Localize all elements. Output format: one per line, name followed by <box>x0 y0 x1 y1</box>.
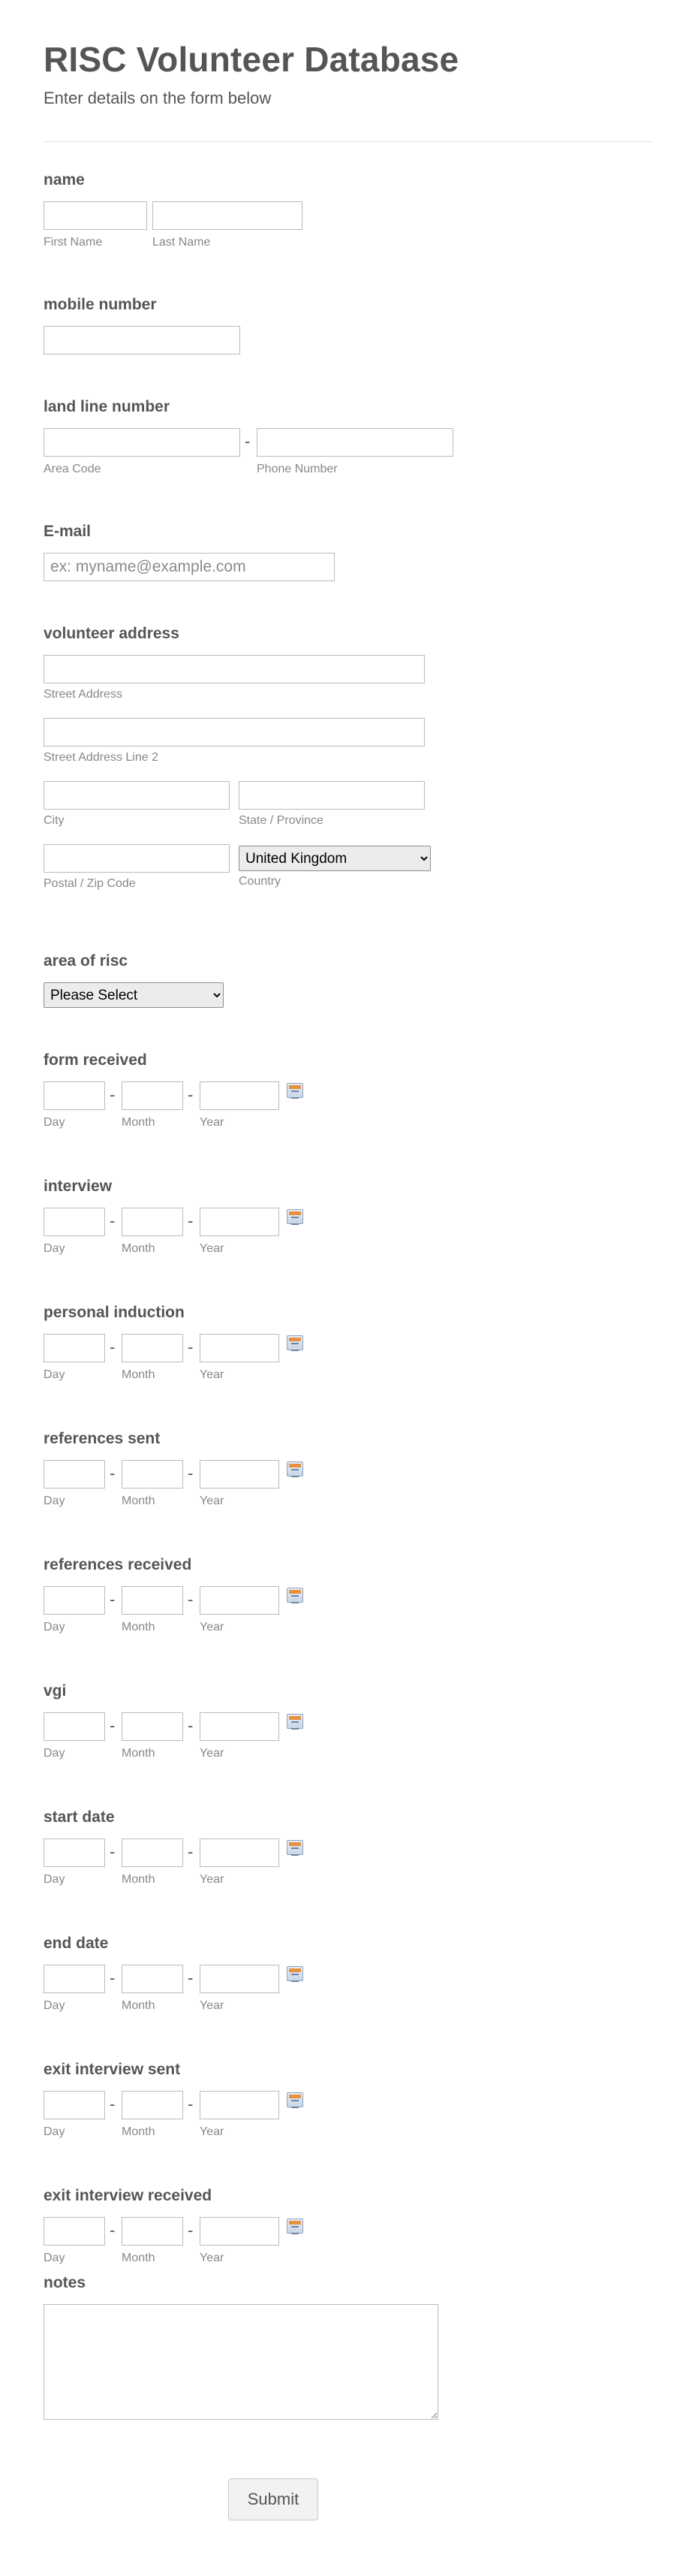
start-date-label: start date <box>44 1808 115 1826</box>
country-sublabel: Country <box>239 875 281 888</box>
vgi-section <box>44 1682 653 1700</box>
interview-day-sublabel: Day <box>44 1242 65 1255</box>
vgi-year-input[interactable] <box>200 1712 279 1741</box>
email-input[interactable] <box>44 553 335 581</box>
notes-textarea[interactable] <box>44 2304 438 2420</box>
interview-calendar-icon[interactable] <box>287 1209 303 1224</box>
references-received-calendar-icon[interactable] <box>287 1588 303 1603</box>
mobile-label: mobile number <box>44 296 157 313</box>
references-received-separator-1: - <box>110 1590 116 1609</box>
page-subtitle: Enter details on the form below <box>44 89 272 107</box>
vgi-calendar-icon[interactable] <box>287 1714 303 1729</box>
interview-year-input[interactable] <box>200 1208 279 1236</box>
vgi-separator-2: - <box>188 1716 194 1735</box>
references-sent-day-input[interactable] <box>44 1460 105 1489</box>
exit-interview-received-year-sublabel: Year <box>200 2252 224 2264</box>
exit-interview-sent-label: exit interview sent <box>44 2061 181 2078</box>
references-received-day-sublabel: Day <box>44 1621 65 1633</box>
phone-number-sublabel: Phone Number <box>257 463 338 475</box>
interview-month-input[interactable] <box>122 1208 183 1236</box>
exit-interview-sent-separator-2: - <box>188 2095 194 2113</box>
personal-induction-separator-1: - <box>110 1338 116 1356</box>
personal-induction-day-sublabel: Day <box>44 1368 65 1381</box>
exit-interview-received-day-input[interactable] <box>44 2217 105 2246</box>
email-label: E-mail <box>44 523 92 540</box>
end-date-separator-1: - <box>110 1968 116 1987</box>
references-received-year-sublabel: Year <box>200 1621 224 1633</box>
references-received-section <box>44 1556 653 1574</box>
personal-induction-day-input[interactable] <box>44 1334 105 1362</box>
mobile-section <box>44 296 653 314</box>
form-received-separator-2: - <box>188 1085 194 1104</box>
personal-induction-section <box>44 1304 653 1322</box>
address-label: volunteer address <box>44 625 179 642</box>
form-received-label: form received <box>44 1051 147 1069</box>
form-received-year-input[interactable] <box>200 1081 279 1110</box>
vgi-separator-1: - <box>110 1716 116 1735</box>
references-received-year-input[interactable] <box>200 1586 279 1615</box>
country-select[interactable] <box>239 846 431 871</box>
end-date-calendar-icon[interactable] <box>287 1966 303 1981</box>
form-received-calendar-icon[interactable] <box>287 1083 303 1098</box>
personal-induction-label: personal induction <box>44 1304 185 1321</box>
landline-separator: - <box>245 432 251 451</box>
form-received-day-sublabel: Day <box>44 1116 65 1129</box>
state-province-input[interactable] <box>239 781 425 810</box>
vgi-month-sublabel: Month <box>122 1747 155 1760</box>
start-date-calendar-icon[interactable] <box>287 1840 303 1855</box>
exit-interview-received-calendar-icon[interactable] <box>287 2219 303 2234</box>
references-sent-year-sublabel: Year <box>200 1495 224 1507</box>
interview-separator-2: - <box>188 1211 194 1230</box>
end-date-month-input[interactable] <box>122 1965 183 1993</box>
first-name-input[interactable] <box>44 201 147 230</box>
street-address-line2-sublabel: Street Address Line 2 <box>44 751 158 764</box>
exit-interview-received-label: exit interview received <box>44 2187 212 2204</box>
interview-year-sublabel: Year <box>200 1242 224 1255</box>
start-date-separator-2: - <box>188 1842 194 1861</box>
start-date-year-sublabel: Year <box>200 1873 224 1886</box>
exit-interview-sent-separator-1: - <box>110 2095 116 2113</box>
name-section <box>44 171 653 189</box>
submit-button[interactable]: Submit <box>228 2478 318 2520</box>
personal-induction-year-input[interactable] <box>200 1334 279 1362</box>
address-section <box>44 625 653 643</box>
exit-interview-received-day-sublabel: Day <box>44 2252 65 2264</box>
page-title: RISC Volunteer Database <box>44 40 459 79</box>
postal-code-input[interactable] <box>44 844 230 873</box>
form-received-day-input[interactable] <box>44 1081 105 1110</box>
phone-number-input[interactable] <box>257 428 453 457</box>
area-code-input[interactable] <box>44 428 240 457</box>
start-date-day-sublabel: Day <box>44 1873 65 1886</box>
end-date-section <box>44 1935 653 1953</box>
end-date-year-sublabel: Year <box>200 1999 224 2012</box>
street-address-sublabel: Street Address <box>44 688 122 701</box>
personal-induction-year-sublabel: Year <box>200 1368 224 1381</box>
form-received-month-input[interactable] <box>122 1081 183 1110</box>
exit-interview-sent-calendar-icon[interactable] <box>287 2092 303 2107</box>
end-date-day-sublabel: Day <box>44 1999 65 2012</box>
form-received-section <box>44 1051 653 1069</box>
street-address-input[interactable] <box>44 655 425 683</box>
personal-induction-month-sublabel: Month <box>122 1368 155 1381</box>
form-received-month-sublabel: Month <box>122 1116 155 1129</box>
references-sent-separator-2: - <box>188 1464 194 1483</box>
header-divider <box>44 141 653 142</box>
interview-day-input[interactable] <box>44 1208 105 1236</box>
start-date-year-input[interactable] <box>200 1838 279 1867</box>
interview-section <box>44 1178 653 1196</box>
name-label: name <box>44 171 85 189</box>
start-date-section <box>44 1808 653 1826</box>
city-input[interactable] <box>44 781 230 810</box>
exit-interview-received-separator-2: - <box>188 2221 194 2240</box>
references-received-separator-2: - <box>188 1590 194 1609</box>
references-sent-label: references sent <box>44 1430 161 1447</box>
end-date-separator-2: - <box>188 1968 194 1987</box>
exit-interview-sent-section <box>44 2061 653 2079</box>
personal-induction-separator-2: - <box>188 1338 194 1356</box>
references-received-label: references received <box>44 1556 192 1573</box>
interview-separator-1: - <box>110 1211 116 1230</box>
vgi-year-sublabel: Year <box>200 1747 224 1760</box>
vgi-month-input[interactable] <box>122 1712 183 1741</box>
street-address-line2-input[interactable] <box>44 718 425 747</box>
exit-interview-sent-day-input[interactable] <box>44 2091 105 2119</box>
exit-interview-received-year-input[interactable] <box>200 2217 279 2246</box>
personal-induction-month-input[interactable] <box>122 1334 183 1362</box>
notes-section <box>44 2274 653 2292</box>
exit-interview-received-month-sublabel: Month <box>122 2252 155 2264</box>
references-sent-month-input[interactable] <box>122 1460 183 1489</box>
exit-interview-sent-day-sublabel: Day <box>44 2125 65 2138</box>
exit-interview-sent-year-sublabel: Year <box>200 2125 224 2138</box>
first-name-sublabel: First Name <box>44 236 103 249</box>
vgi-day-sublabel: Day <box>44 1747 65 1760</box>
interview-label: interview <box>44 1178 113 1195</box>
email-section <box>44 523 653 541</box>
start-date-separator-1: - <box>110 1842 116 1861</box>
exit-interview-sent-month-sublabel: Month <box>122 2125 155 2138</box>
references-sent-month-sublabel: Month <box>122 1495 155 1507</box>
form-received-separator-1: - <box>110 1085 116 1104</box>
exit-interview-received-month-input[interactable] <box>122 2217 183 2246</box>
exit-interview-sent-year-input[interactable] <box>200 2091 279 2119</box>
area-label: area of risc <box>44 952 128 970</box>
references-received-month-sublabel: Month <box>122 1621 155 1633</box>
exit-interview-received-section <box>44 2187 653 2205</box>
end-date-day-input[interactable] <box>44 1965 105 1993</box>
references-sent-calendar-icon[interactable] <box>287 1461 303 1477</box>
end-date-label: end date <box>44 1935 109 1952</box>
start-date-month-input[interactable] <box>122 1838 183 1867</box>
last-name-sublabel: Last Name <box>152 236 211 249</box>
notes-label: notes <box>44 2274 86 2291</box>
landline-label: land line number <box>44 398 170 415</box>
city-sublabel: City <box>44 814 65 827</box>
references-received-day-input[interactable] <box>44 1586 105 1615</box>
references-sent-day-sublabel: Day <box>44 1495 65 1507</box>
area-section <box>44 952 653 970</box>
interview-month-sublabel: Month <box>122 1242 155 1255</box>
exit-interview-received-separator-1: - <box>110 2221 116 2240</box>
last-name-input[interactable] <box>152 201 302 230</box>
start-date-month-sublabel: Month <box>122 1873 155 1886</box>
area-of-risc-select[interactable] <box>44 982 224 1008</box>
postal-code-sublabel: Postal / Zip Code <box>44 877 136 890</box>
start-date-day-input[interactable] <box>44 1838 105 1867</box>
mobile-number-input[interactable] <box>44 326 240 354</box>
vgi-day-input[interactable] <box>44 1712 105 1741</box>
area-code-sublabel: Area Code <box>44 463 101 475</box>
references-received-month-input[interactable] <box>122 1586 183 1615</box>
personal-induction-calendar-icon[interactable] <box>287 1335 303 1350</box>
end-date-month-sublabel: Month <box>122 1999 155 2012</box>
references-sent-separator-1: - <box>110 1464 116 1483</box>
landline-section <box>44 398 653 416</box>
end-date-year-input[interactable] <box>200 1965 279 1993</box>
state-province-sublabel: State / Province <box>239 814 323 827</box>
references-sent-section <box>44 1430 653 1448</box>
exit-interview-sent-month-input[interactable] <box>122 2091 183 2119</box>
form-received-year-sublabel: Year <box>200 1116 224 1129</box>
references-sent-year-input[interactable] <box>200 1460 279 1489</box>
vgi-label: vgi <box>44 1682 67 1700</box>
